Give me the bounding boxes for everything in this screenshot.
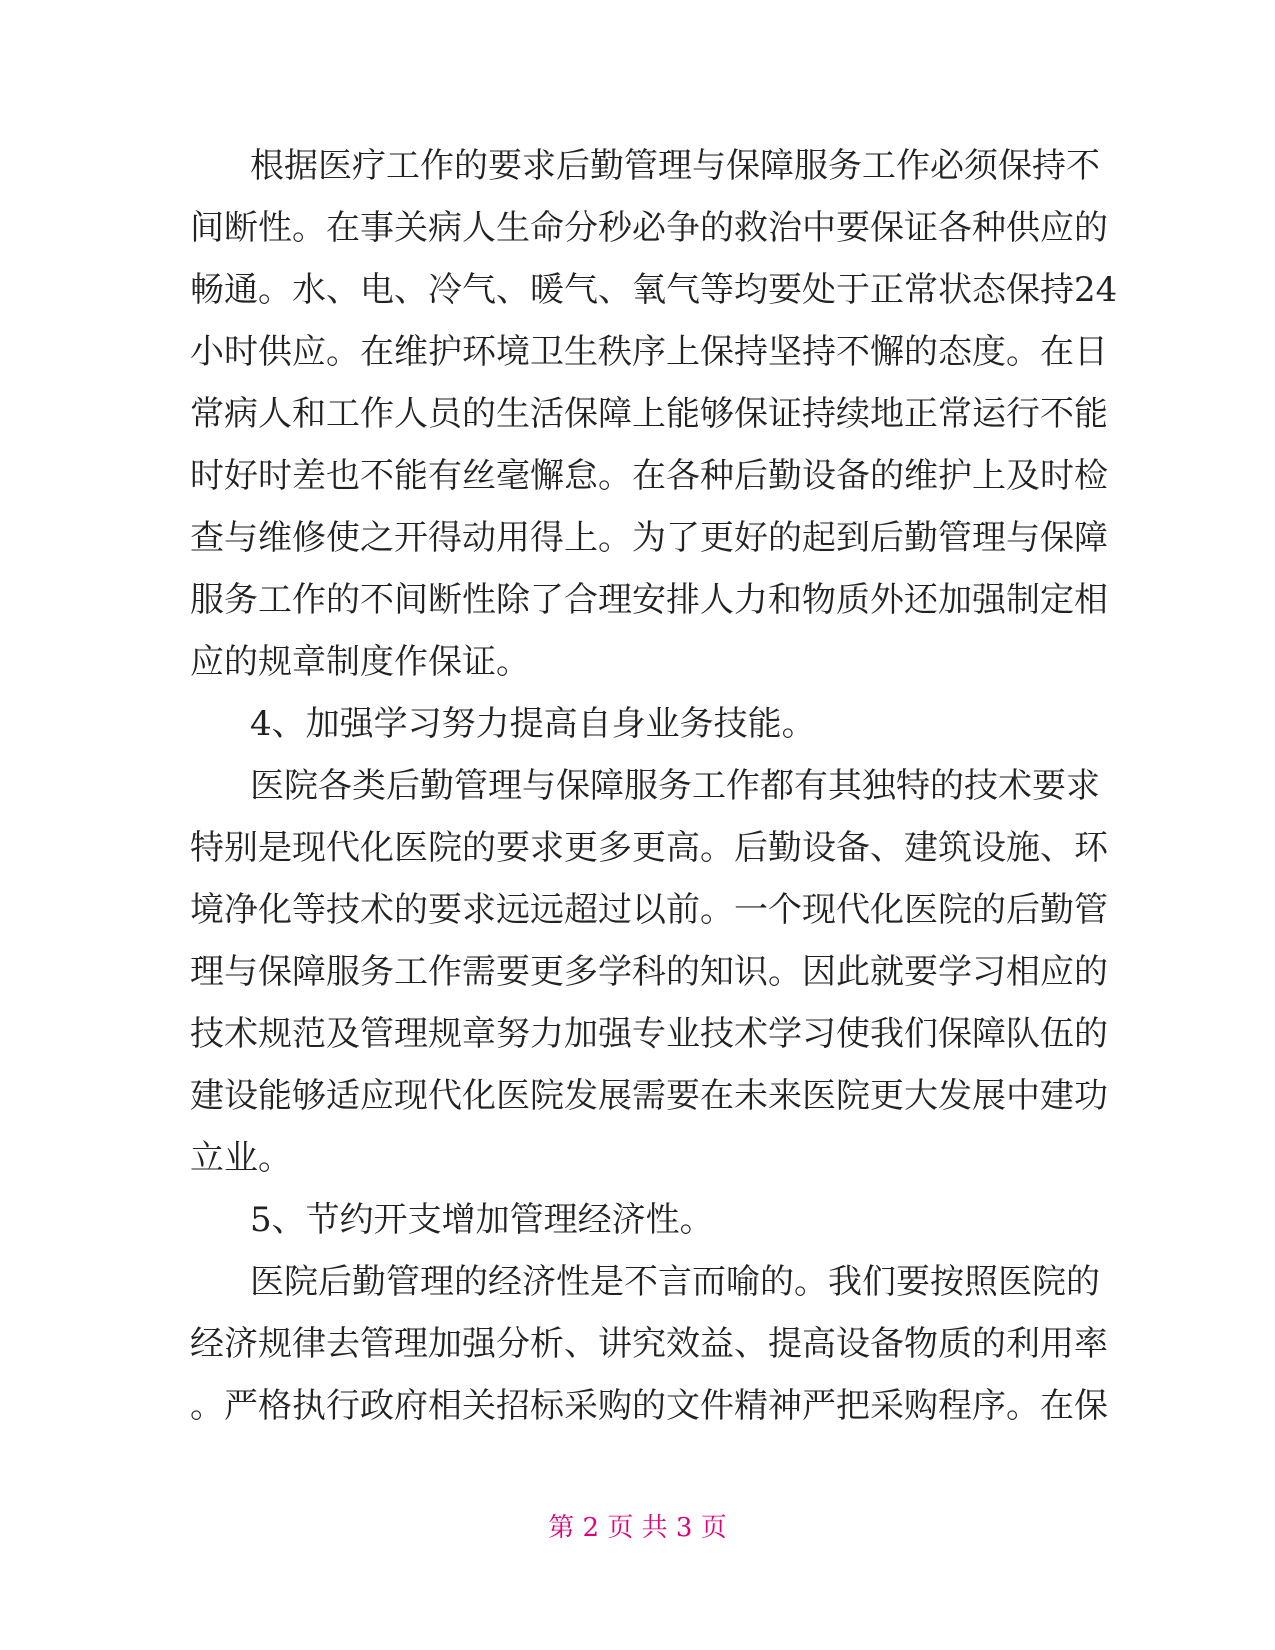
text-line-14: 理与保障服务工作需要更多学科的知识。因此就要学习相应的 <box>190 952 1108 992</box>
text-line-3: 畅通。水、电、冷气、暖气、氧气等均要处于正常状态保持24 <box>190 270 1118 310</box>
text-line-16: 建设能够适应现代化医院发展需要在未来医院更大发展中建功 <box>190 1076 1108 1116</box>
page-number-footer: 第 2 页 共 3 页 <box>548 1513 727 1543</box>
text-line-1: 根据医疗工作的要求后勤管理与保障服务工作必须保持不 <box>250 146 1100 186</box>
text-line-8: 服务工作的不间断性除了合理安排人力和物质外还加强制定相 <box>190 580 1108 620</box>
text-line-12: 特别是现代化医院的要求更多更高。后勤设备、建筑设施、环 <box>190 828 1108 868</box>
section-heading-4: 4、加强学习努力提高自身业务技能。 <box>250 704 816 744</box>
text-line-7: 查与维修使之开得动用得上。为了更好的起到后勤管理与保障 <box>190 518 1108 558</box>
text-line-17: 立业。 <box>190 1138 292 1178</box>
text-line-20: 经济规律去管理加强分析、讲究效益、提高设备物质的利用率 <box>190 1324 1108 1364</box>
text-line-19: 医院后勤管理的经济性是不言而喻的。我们要按照医院的 <box>250 1262 1100 1302</box>
text-line-6: 时好时差也不能有丝毫懈怠。在各种后勤设备的维护上及时检 <box>190 456 1108 496</box>
text-line-13: 境净化等技术的要求远远超过以前。一个现代化医院的后勤管 <box>190 890 1108 930</box>
text-line-15: 技术规范及管理规章努力加强专业技术学习使我们保障队伍的 <box>190 1014 1108 1054</box>
text-line-5: 常病人和工作人员的生活保障上能够保证持续地正常运行不能 <box>190 394 1108 434</box>
text-line-21: 。严格执行政府相关招标采购的文件精神严把采购程序。在保 <box>190 1386 1108 1426</box>
text-line-2: 间断性。在事关病人生命分秒必争的救治中要保证各种供应的 <box>190 208 1108 248</box>
text-line-4: 小时供应。在维护环境卫生秩序上保持坚持不懈的态度。在日 <box>190 332 1108 372</box>
text-line-9: 应的规章制度作保证。 <box>190 642 530 682</box>
section-heading-5: 5、节约开支增加管理经济性。 <box>250 1200 714 1240</box>
text-line-11: 医院各类后勤管理与保障服务工作都有其独特的技术要求 <box>250 766 1100 806</box>
